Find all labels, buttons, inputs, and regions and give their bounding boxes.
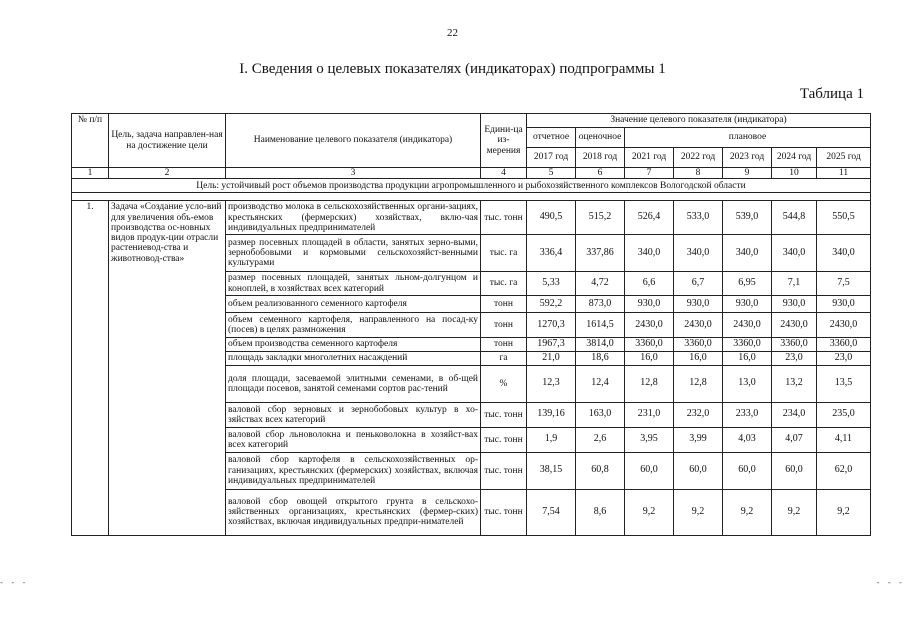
indicator-value: 16,0 <box>625 352 674 366</box>
indicator-value: 930,0 <box>674 296 723 313</box>
document-title: I. Сведения о целевых показателях (индикаторах) подпрограммы 1 <box>239 61 666 77</box>
header-year: 2025 год <box>817 148 871 168</box>
indicator-value: 21,0 <box>527 352 576 366</box>
indicator-value: 62,0 <box>817 452 871 489</box>
indicator-value: 12,3 <box>527 365 576 402</box>
indicator-value: 12,8 <box>625 365 674 402</box>
cut-line-left: - - - <box>0 577 29 587</box>
indicator-value: 336,4 <box>527 235 576 272</box>
indicator-value: 60,0 <box>772 452 817 489</box>
indicator-value: 3814,0 <box>576 338 625 352</box>
indicator-value: 3,99 <box>674 427 723 452</box>
indicator-name: валовой сбор зерновых и зернобобовых культур в хо-зяйствах всех категорий <box>226 402 481 427</box>
header-year: 2018 год <box>576 148 625 168</box>
table-row <box>72 201 871 235</box>
indicator-name: площадь закладки многолетних насаждений <box>226 352 481 366</box>
header-year: 2024 год <box>772 148 817 168</box>
indicator-name: валовой сбор льноволокна и пеньковолокна в хозяйст-вах всех категорий <box>226 427 481 452</box>
indicator-unit: тыс. тонн <box>481 201 527 235</box>
header-unit: Едини-ца из-мерения <box>481 114 527 168</box>
indicator-value: 1967,3 <box>527 338 576 352</box>
table-label: Таблица 1 <box>799 86 864 102</box>
header-col-number: 3 <box>226 168 481 179</box>
indicator-value: 9,2 <box>625 489 674 535</box>
indicator-unit: тыс. тонн <box>481 427 527 452</box>
indicator-value: 4,07 <box>772 427 817 452</box>
indicator-value: 233,0 <box>723 402 772 427</box>
indicator-name: размер посевных площадей, занятых льном-долгунцом и коноплей, в хозяйствах всех категорий <box>226 272 481 296</box>
indicator-unit: га <box>481 352 527 366</box>
indicator-value: 2430,0 <box>817 313 871 338</box>
indicator-value: 2,6 <box>576 427 625 452</box>
indicator-value: 3360,0 <box>625 338 674 352</box>
indicator-value: 23,0 <box>772 352 817 366</box>
header-goal-task: Цель, задача направлен-ная на достижение цели <box>109 114 226 168</box>
section-number: 1. <box>72 201 109 536</box>
indicator-value: 2430,0 <box>723 313 772 338</box>
indicator-value: 2430,0 <box>772 313 817 338</box>
table-body <box>72 179 871 536</box>
indicator-value: 1,9 <box>527 427 576 452</box>
indicator-value: 550,5 <box>817 201 871 235</box>
indicator-value: 13,2 <box>772 365 817 402</box>
indicator-value: 592,2 <box>527 296 576 313</box>
indicator-unit: тонн <box>481 296 527 313</box>
indicator-value: 490,5 <box>527 201 576 235</box>
indicator-value: 340,0 <box>723 235 772 272</box>
indicator-value: 8,6 <box>576 489 625 535</box>
indicator-value: 9,2 <box>674 489 723 535</box>
indicator-value: 533,0 <box>674 201 723 235</box>
indicator-unit: тыс. тонн <box>481 489 527 535</box>
indicator-value: 3360,0 <box>674 338 723 352</box>
indicator-value: 9,2 <box>817 489 871 535</box>
indicator-unit: тыс. га <box>481 272 527 296</box>
page-number: 22 <box>447 27 458 39</box>
section-task: Задача «Создание усло-вий для увеличения объ-емов производства ос-новных видов продук-ции отрасли растениевод-ства и животновод-ства» <box>109 201 226 536</box>
indicator-unit: % <box>481 365 527 402</box>
indicator-name: производство молока в сельскохозяйственных органи-зациях, крестьянских (фермерских) хозяйствах, вклю-чая индивидуальных предпринимателей <box>226 201 481 235</box>
indicator-unit: тыс. тонн <box>481 402 527 427</box>
indicator-unit: тонн <box>481 313 527 338</box>
indicator-value: 12,4 <box>576 365 625 402</box>
indicator-value: 13,0 <box>723 365 772 402</box>
indicator-value: 515,2 <box>576 201 625 235</box>
indicator-value: 12,8 <box>674 365 723 402</box>
indicator-value: 930,0 <box>772 296 817 313</box>
indicator-name: объем производства семенного картофеля <box>226 338 481 352</box>
indicator-value: 60,0 <box>625 452 674 489</box>
indicator-value: 163,0 <box>576 402 625 427</box>
indicator-value: 340,0 <box>674 235 723 272</box>
indicator-value: 232,0 <box>674 402 723 427</box>
indicator-value: 6,7 <box>674 272 723 296</box>
header-col-number: 7 <box>625 168 674 179</box>
indicator-value: 3,95 <box>625 427 674 452</box>
indicator-unit: тыс. га <box>481 235 527 272</box>
header-year: 2017 год <box>527 148 576 168</box>
header-col-number: 6 <box>576 168 625 179</box>
indicator-value: 340,0 <box>772 235 817 272</box>
indicator-value: 16,0 <box>674 352 723 366</box>
indicator-value: 9,2 <box>723 489 772 535</box>
indicator-value: 340,0 <box>625 235 674 272</box>
indicator-value: 526,4 <box>625 201 674 235</box>
indicator-name: валовой сбор картофеля в сельскохозяйственных ор-ганизациях, крестьянских (фермерских) хозяйствах, включая индивидуальных предпринимателей <box>226 452 481 489</box>
indicator-value: 23,0 <box>817 352 871 366</box>
indicator-name: размер посевных площадей в области, занятых зерно-выми, зернобобовыми и кормовыми сельскохозяйст-венными культурами <box>226 235 481 272</box>
header-col-number: 1 <box>72 168 109 179</box>
indicator-value: 2430,0 <box>625 313 674 338</box>
indicator-value: 1614,5 <box>576 313 625 338</box>
indicator-name: объем семенного картофеля, направленного на посад-ку (посев) в целях размножения <box>226 313 481 338</box>
indicator-value: 139,16 <box>527 402 576 427</box>
indicator-value: 3360,0 <box>817 338 871 352</box>
indicator-value: 930,0 <box>723 296 772 313</box>
indicator-value: 38,15 <box>527 452 576 489</box>
indicator-value: 60,8 <box>576 452 625 489</box>
indicator-value: 4,03 <box>723 427 772 452</box>
indicator-value: 13,5 <box>817 365 871 402</box>
indicator-value: 1270,3 <box>527 313 576 338</box>
indicator-value: 234,0 <box>772 402 817 427</box>
indicator-value: 6,95 <box>723 272 772 296</box>
header-year: 2022 год <box>674 148 723 168</box>
header-col-number: 11 <box>817 168 871 179</box>
header-col-number: 4 <box>481 168 527 179</box>
indicator-value: 4,72 <box>576 272 625 296</box>
indicators-table <box>71 113 871 536</box>
indicator-value: 3360,0 <box>772 338 817 352</box>
header-year: 2021 год <box>625 148 674 168</box>
indicator-value: 6,6 <box>625 272 674 296</box>
indicator-name: валовой сбор овощей открытого грунта в сельскохо-зяйственных организациях, крестьянских (фермер-ских) хозяйствах, включая индивидуальных предпри-нимателей <box>226 489 481 535</box>
header-value-group: Значение целевого показателя (индикатора) <box>527 114 871 128</box>
indicator-value: 235,0 <box>817 402 871 427</box>
indicator-value: 544,8 <box>772 201 817 235</box>
indicator-value: 16,0 <box>723 352 772 366</box>
header-planned: плановое <box>625 128 871 148</box>
indicator-value: 4,11 <box>817 427 871 452</box>
indicator-value: 337,86 <box>576 235 625 272</box>
goal-text: Цель: устойчивый рост объемов производства продукции агропромышленного и рыбохозяйственного комплексов Вологодской области <box>72 179 871 193</box>
header-col-number: 2 <box>109 168 226 179</box>
cut-line-right: - - - <box>876 577 905 587</box>
indicator-value: 60,0 <box>723 452 772 489</box>
indicator-value: 2430,0 <box>674 313 723 338</box>
header-col-number: 5 <box>527 168 576 179</box>
indicator-value: 231,0 <box>625 402 674 427</box>
indicator-value: 18,6 <box>576 352 625 366</box>
indicator-value: 5,33 <box>527 272 576 296</box>
indicator-name: объем реализованного семенного картофеля <box>226 296 481 313</box>
header-col-number: 8 <box>674 168 723 179</box>
header-num: № п/п <box>72 114 109 168</box>
indicator-name: доля площади, засеваемой элитными семенами, в об-щей площади посевов, занятой семенами сортов рас-тений <box>226 365 481 402</box>
spacer-row <box>72 193 871 201</box>
header-year: 2023 год <box>723 148 772 168</box>
indicator-value: 7,1 <box>772 272 817 296</box>
indicator-value: 60,0 <box>674 452 723 489</box>
header-reported: отчетное <box>527 128 576 148</box>
header-estimated: оценочное <box>576 128 625 148</box>
indicator-value: 7,5 <box>817 272 871 296</box>
header-indicator-name: Наименование целевого показателя (индикатора) <box>226 114 481 168</box>
header-col-number: 9 <box>723 168 772 179</box>
header-col-number: 10 <box>772 168 817 179</box>
indicator-unit: тонн <box>481 338 527 352</box>
indicator-value: 539,0 <box>723 201 772 235</box>
indicator-unit: тыс. тонн <box>481 452 527 489</box>
indicator-value: 930,0 <box>817 296 871 313</box>
indicator-value: 3360,0 <box>723 338 772 352</box>
indicator-value: 340,0 <box>817 235 871 272</box>
indicator-value: 873,0 <box>576 296 625 313</box>
indicator-value: 9,2 <box>772 489 817 535</box>
indicator-value: 930,0 <box>625 296 674 313</box>
indicator-value: 7,54 <box>527 489 576 535</box>
table-header <box>72 114 871 179</box>
